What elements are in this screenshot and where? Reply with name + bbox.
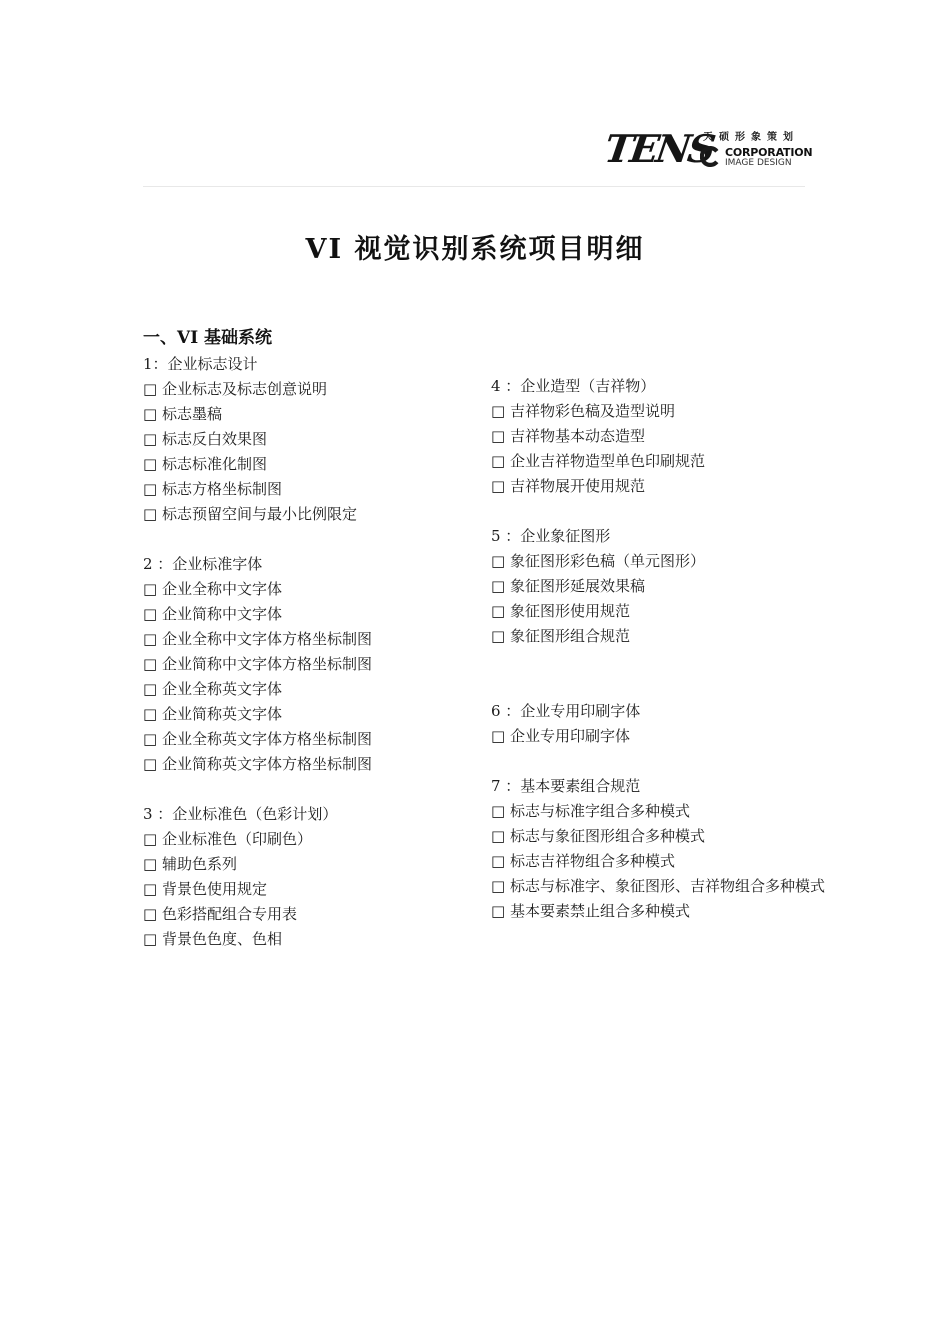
group-heading: 4 ：企业造型（吉祥物） xyxy=(491,377,656,395)
list-item: □ 企业标准色（印刷色） xyxy=(143,830,312,848)
right-column xyxy=(491,374,825,949)
group-print-font xyxy=(491,699,821,749)
list-item: □ 背景色色度、色相 xyxy=(143,930,282,948)
group-symbol-graphics xyxy=(491,524,821,649)
logo-c-mark-icon xyxy=(700,146,721,167)
group-combination-rules xyxy=(491,774,825,924)
list-item: □ 吉祥物展开使用规范 xyxy=(491,477,645,495)
header-divider xyxy=(143,186,805,187)
logo-image-design: IMAGE DESIGN xyxy=(725,158,792,168)
list-item: □ 象征图形延展效果稿 xyxy=(491,577,645,595)
list-item: □ 辅助色系列 xyxy=(143,855,237,873)
list-item: □ 背景色使用规定 xyxy=(143,880,267,898)
group-mascot xyxy=(491,374,821,499)
left-column xyxy=(143,352,473,977)
company-logo xyxy=(603,126,815,172)
list-item: □ 标志方格坐标制图 xyxy=(143,480,282,498)
list-item: □ 企业简称中文字体方格坐标制图 xyxy=(143,655,372,673)
group-heading: 6 ：企业专用印刷字体 xyxy=(491,702,641,720)
list-item: □ 企业标志及标志创意说明 xyxy=(143,380,327,398)
list-item: □ 企业简称英文字体 xyxy=(143,705,282,723)
list-item: □ 标志与象征图形组合多种模式 xyxy=(491,827,705,845)
logo-corporation: CORPORATION xyxy=(725,146,813,159)
group-heading: 3 ：企业标准色（色彩计划） xyxy=(143,805,338,823)
list-item: □ 基本要素禁止组合多种模式 xyxy=(491,902,690,920)
list-item: □ 标志反白效果图 xyxy=(143,430,267,448)
group-standard-font xyxy=(143,552,473,777)
list-item: □ 企业专用印刷字体 xyxy=(491,727,630,745)
list-item: □ 企业简称英文字体方格坐标制图 xyxy=(143,755,372,773)
list-item: □ 标志标准化制图 xyxy=(143,455,267,473)
list-item: □ 企业吉祥物造型单色印刷规范 xyxy=(491,452,705,470)
list-item: □ 企业全称中文字体方格坐标制图 xyxy=(143,630,372,648)
group-standard-color xyxy=(143,802,473,952)
document-title: VI 视觉识别系统项目明细 xyxy=(305,234,645,265)
list-item: □ 企业简称中文字体 xyxy=(143,605,282,623)
list-item: □ 吉祥物基本动态造型 xyxy=(491,427,645,445)
list-item: □ 企业全称英文字体方格坐标制图 xyxy=(143,730,372,748)
logo-wordmark: TENS xyxy=(601,126,716,171)
spacer xyxy=(491,674,821,699)
group-heading: 7 ：基本要素组合规范 xyxy=(491,777,641,795)
list-item: □ 象征图形使用规范 xyxy=(491,602,630,620)
logo-chinese-name: 天硕形象策划 xyxy=(703,132,799,143)
list-item: □ 企业全称英文字体 xyxy=(143,680,282,698)
group-logo-design xyxy=(143,352,473,527)
group-heading: 2 ：企业标准字体 xyxy=(143,555,263,573)
group-heading: 1：企业标志设计 xyxy=(143,355,258,373)
list-item: □ 标志预留空间与最小比例限定 xyxy=(143,505,357,523)
list-item: □ 标志吉祥物组合多种模式 xyxy=(491,852,675,870)
list-item: □ 吉祥物彩色稿及造型说明 xyxy=(491,402,675,420)
section-heading: 一、VI 基础系统 xyxy=(143,328,273,348)
list-item: □ 象征图形彩色稿（单元图形） xyxy=(491,552,705,570)
list-item: □ 标志与标准字、象征图形、吉祥物组合多种模式 xyxy=(491,877,825,895)
group-heading: 5 ：企业象征图形 xyxy=(491,527,611,545)
list-item: □ 标志与标准字组合多种模式 xyxy=(491,802,690,820)
list-item: □ 象征图形组合规范 xyxy=(491,627,630,645)
list-item: □ 标志墨稿 xyxy=(143,405,222,423)
list-item: □ 企业全称中文字体 xyxy=(143,580,282,598)
list-item: □ 色彩搭配组合专用表 xyxy=(143,905,297,923)
